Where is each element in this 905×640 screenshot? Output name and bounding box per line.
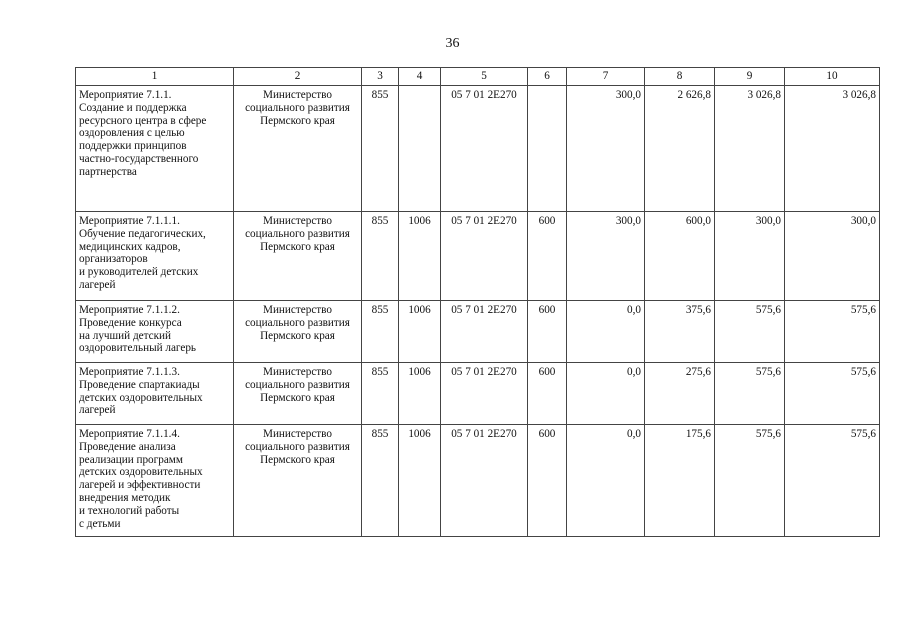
column-header: 1 <box>76 68 234 86</box>
grbs-cell: 855 <box>362 86 399 212</box>
value-cell-9: 575,6 <box>715 425 785 537</box>
table-row <box>76 363 880 425</box>
budget-table <box>75 67 880 537</box>
value-cell-10: 575,6 <box>785 425 880 537</box>
target-article-cell: 05 7 01 2Е270 <box>441 86 528 212</box>
activity-cell: Мероприятие 7.1.1.1. Обучение педагогических, медицинских кадров, организаторов и руководителей детских лагерей <box>76 212 234 301</box>
activity-cell: Мероприятие 7.1.1.4. Проведение анализа реализации программ детских оздоровительных лагерей и эффективности внедрения методик и технологий работы с детьми <box>76 425 234 537</box>
grbs-cell: 855 <box>362 301 399 363</box>
executor-cell: Министерство социального развития Пермского края <box>234 425 362 537</box>
table-row <box>76 425 880 537</box>
activity-cell: Мероприятие 7.1.1.2. Проведение конкурса на лучший детский оздоровительный лагерь <box>76 301 234 363</box>
value-cell-8: 175,6 <box>645 425 715 537</box>
activity-cell: Мероприятие 7.1.1.3. Проведение спартакиады детских оздоровительных лагерей <box>76 363 234 425</box>
value-cell-8: 375,6 <box>645 301 715 363</box>
column-header: 7 <box>567 68 645 86</box>
table-row <box>76 212 880 301</box>
value-cell-10: 575,6 <box>785 363 880 425</box>
value-cell-7: 300,0 <box>567 212 645 301</box>
column-header: 9 <box>715 68 785 86</box>
column-header: 4 <box>399 68 441 86</box>
value-cell-7: 0,0 <box>567 425 645 537</box>
section-cell: 1006 <box>399 212 441 301</box>
value-cell-10: 3 026,8 <box>785 86 880 212</box>
column-header: 3 <box>362 68 399 86</box>
header-row <box>76 68 880 86</box>
value-cell-8: 2 626,8 <box>645 86 715 212</box>
grbs-cell: 855 <box>362 425 399 537</box>
value-cell-8: 275,6 <box>645 363 715 425</box>
value-cell-7: 0,0 <box>567 363 645 425</box>
value-cell-9: 575,6 <box>715 301 785 363</box>
section-cell: 1006 <box>399 301 441 363</box>
executor-cell: Министерство социального развития Пермского края <box>234 301 362 363</box>
value-cell-9: 300,0 <box>715 212 785 301</box>
value-cell-9: 575,6 <box>715 363 785 425</box>
page-number: 36 <box>445 36 460 51</box>
target-article-cell: 05 7 01 2Е270 <box>441 425 528 537</box>
value-cell-7: 300,0 <box>567 86 645 212</box>
value-cell-10: 575,6 <box>785 301 880 363</box>
column-header: 5 <box>441 68 528 86</box>
executor-cell: Министерство социального развития Пермского края <box>234 86 362 212</box>
grbs-cell: 855 <box>362 363 399 425</box>
value-cell-9: 3 026,8 <box>715 86 785 212</box>
executor-cell: Министерство социального развития Пермского края <box>234 363 362 425</box>
column-header: 10 <box>785 68 880 86</box>
expense-type-cell: 600 <box>528 363 567 425</box>
value-cell-7: 0,0 <box>567 301 645 363</box>
grbs-cell: 855 <box>362 212 399 301</box>
expense-type-cell: 600 <box>528 425 567 537</box>
column-header: 8 <box>645 68 715 86</box>
target-article-cell: 05 7 01 2Е270 <box>441 363 528 425</box>
table-row <box>76 86 880 212</box>
expense-type-cell <box>528 86 567 212</box>
activity-cell: Мероприятие 7.1.1. Создание и поддержка ресурсного центра в сфере оздоровления с целью поддержки принципов частно-государственного партнерства <box>76 86 234 212</box>
column-header: 6 <box>528 68 567 86</box>
section-cell: 1006 <box>399 363 441 425</box>
table-row <box>76 301 880 363</box>
column-header: 2 <box>234 68 362 86</box>
section-cell: 1006 <box>399 425 441 537</box>
target-article-cell: 05 7 01 2Е270 <box>441 212 528 301</box>
executor-cell: Министерство социального развития Пермского края <box>234 212 362 301</box>
section-cell <box>399 86 441 212</box>
value-cell-8: 600,0 <box>645 212 715 301</box>
value-cell-10: 300,0 <box>785 212 880 301</box>
expense-type-cell: 600 <box>528 301 567 363</box>
target-article-cell: 05 7 01 2Е270 <box>441 301 528 363</box>
expense-type-cell: 600 <box>528 212 567 301</box>
